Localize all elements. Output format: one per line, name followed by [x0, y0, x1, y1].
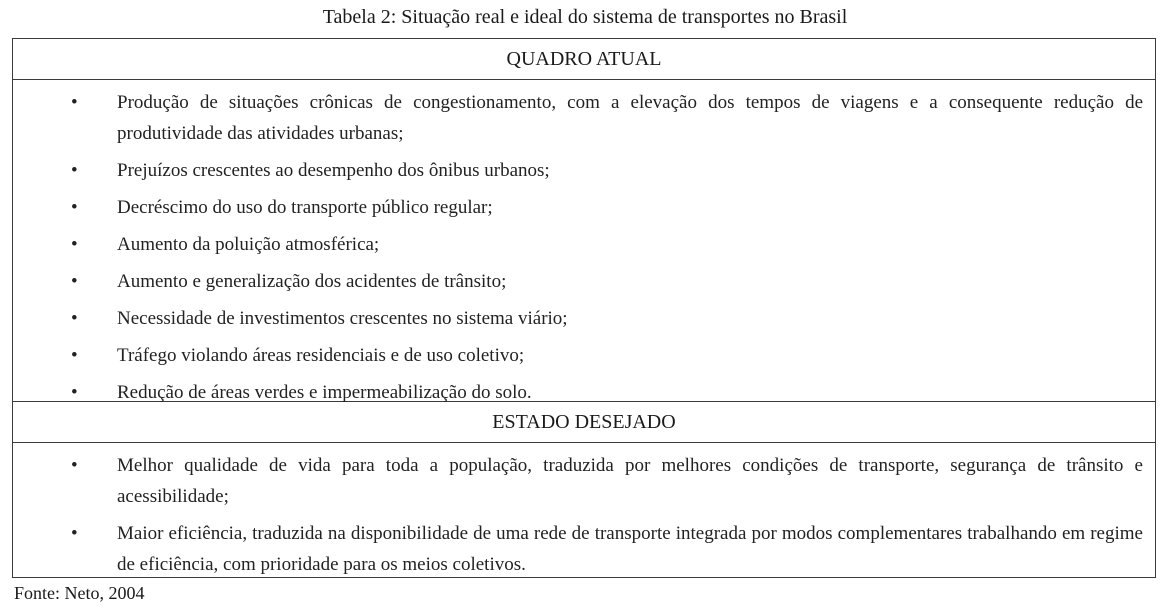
bullet-icon: • — [71, 92, 78, 113]
list-item-text: Redução de áreas verdes e impermeabilização do solo. — [117, 382, 532, 403]
list-item-text: Prejuízos crescentes ao desempenho dos ônibus urbanos; — [117, 160, 550, 181]
list-item — [13, 303, 1155, 334]
list-item-text: Produção de situações crônicas de congestionamento, com a elevação dos tempos de viagens e a consequente redução de produtividade das atividades urbanas; — [117, 92, 1143, 144]
list-item-text: Aumento da poluição atmosférica; — [117, 234, 380, 255]
list-item — [13, 450, 1155, 512]
list-item — [13, 155, 1155, 186]
list-item-text: Necessidade de investimentos crescentes no sistema viário; — [117, 308, 568, 329]
list-item-text: Decréscimo do uso do transporte público regular; — [117, 197, 493, 218]
bullet-icon: • — [71, 160, 78, 181]
bullet-icon: • — [71, 345, 78, 366]
transport-table — [12, 38, 1156, 578]
section-header-quadro-atual: QUADRO ATUAL — [13, 39, 1155, 80]
list-item — [13, 377, 1155, 408]
list-item — [13, 340, 1155, 371]
bullet-icon: • — [71, 308, 78, 329]
list-item-text: Maior eficiência, traduzida na disponibilidade de uma rede de transporte integrada por modos complementares trabalhando em regime de eficiência, com prioridade para os meios coletivos. — [117, 523, 1143, 575]
section-header-estado-desejado: ESTADO DESEJADO — [13, 401, 1155, 443]
list-item — [13, 266, 1155, 297]
bullet-icon: • — [71, 271, 78, 292]
bullet-icon: • — [71, 382, 78, 403]
list-item-text: Melhor qualidade de vida para toda a população, traduzida por melhores condições de transporte, segurança de trânsito e acessibilidade; — [117, 455, 1143, 507]
bullet-icon: • — [71, 455, 78, 476]
list-item — [13, 192, 1155, 223]
table-source: Fonte: Neto, 2004 — [14, 583, 145, 603]
estado-desejado-list — [13, 450, 1155, 580]
list-item — [13, 87, 1155, 149]
bullet-icon: • — [71, 234, 78, 255]
section-body-quadro-atual — [13, 80, 1155, 401]
quadro-atual-list — [13, 87, 1155, 408]
list-item — [13, 518, 1155, 580]
table-caption: Tabela 2: Situação real e ideal do sistema de transportes no Brasil — [322, 6, 848, 28]
bullet-icon: • — [71, 523, 78, 544]
list-item — [13, 229, 1155, 260]
list-item-text: Tráfego violando áreas residenciais e de uso coletivo; — [117, 345, 525, 366]
list-item-text: Aumento e generalização dos acidentes de trânsito; — [117, 271, 507, 292]
section-body-estado-desejado — [13, 443, 1155, 580]
bullet-icon: • — [71, 197, 78, 218]
